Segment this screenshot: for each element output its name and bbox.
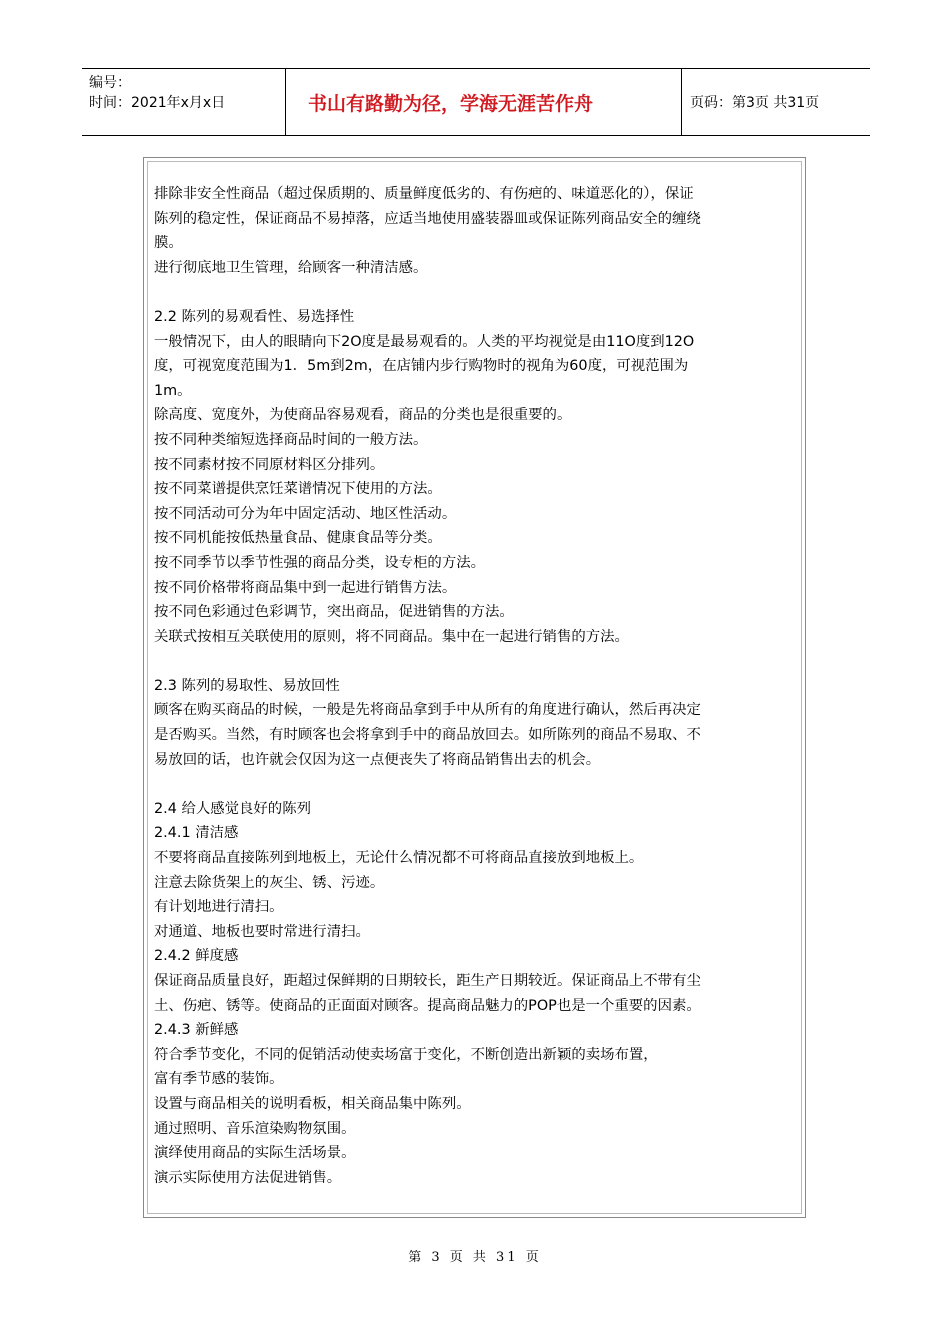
text-line: 度，可视宽度范围为1．5m到2m，在店铺内步行购物时的视角为60度，可视范围为 [154,358,689,375]
text-line: 一般情况下，由人的眼睛向下2O度是最易观看的。人类的平均视觉是由11O度到12O [154,333,695,350]
paragraph-spacer [154,772,798,797]
text-line: 顾客在购买商品的时候，一般是先将商品拿到手中从所有的角度进行确认，然后再决定 [154,702,701,719]
paragraph-spacer [154,649,798,674]
text-line: 2.4 给人感觉良好的陈列 [154,800,311,817]
text-line: 陈列的稳定性，保证商品不易掉落，应适当地使用盛装器皿或保证陈列商品安全的缠绕 [154,210,701,227]
text-line: 排除非安全性商品（超过保质期的、质量鲜度低劣的、有伤疤的、味道恶化的），保证 [154,186,694,202]
text-line: 按不同种类缩短选择商品时间的一般方法。 [154,431,428,448]
content-box [143,157,806,1218]
footer-page-number: 第 3 页 共 31 页 [408,1250,542,1265]
text-line: 按不同季节以季节性强的商品分类，设专柜的方法。 [154,554,485,571]
paragraph-spacer [154,280,798,305]
text-line: 土、伤疤、锈等。使商品的正面面对顾客。提高商品魅力的POP也是一个重要的因素。 [154,997,701,1014]
text-line: 演绎使用商品的实际生活场景。 [154,1145,356,1162]
text-line: 通过照明、音乐渲染购物氛围。 [154,1120,356,1137]
motto-text: 书山有路勤为径，学海无涯苦作舟 [308,92,594,115]
header-motto [286,69,682,135]
header-meta [82,69,286,135]
text-line: 2.4.3 新鲜感 [154,1022,239,1039]
text-line: 注意去除货架上的灰尘、锈、污迹。 [154,874,385,891]
page-header [82,68,870,136]
text-line: 设置与商品相关的说明看板，相关商品集中陈列。 [154,1095,471,1112]
text-line: 2.3 陈列的易取性、易放回性 [154,677,340,694]
text-line: 2.2 陈列的易观看性、易选择性 [154,308,355,325]
text-line: 易放回的话，也许就会仅因为这一点便丧失了将商品销售出去的机会。 [154,751,601,768]
text-line: 符合季节变化，不同的促销活动使卖场富于变化，不断创造出新颖的卖场布置， [154,1046,658,1063]
text-line: 富有季节感的装饰。 [154,1071,284,1088]
text-line: 是否购买。当然，有时顾客也会将拿到手中的商品放回去。如所陈列的商品不易取、不 [154,727,701,744]
text-line: 按不同菜谱提供烹饪菜谱情况下使用的方法。 [154,481,442,498]
text-line: 按不同素材按不同原材料区分排列。 [154,456,385,473]
text-line: 除高度、宽度外，为使商品容易观看，商品的分类也是很重要的。 [154,407,572,424]
document-body [154,182,798,1190]
page-footer [0,1246,950,1265]
text-line: 有计划地进行清扫。 [154,899,284,916]
text-line: 保证商品质量良好，距超过保鲜期的日期较长，距生产日期较近。保证商品上不带有尘 [154,973,701,989]
text-line: 2.4.1 清洁感 [154,825,239,842]
header-page-info [682,69,870,135]
page-info-text: 页码：第3页 共31页 [690,95,820,111]
text-line: 膜。 [154,235,183,252]
text-line: 不要将商品直接陈列到地板上，无论什么情况都不可将商品直接放到地板上。 [154,850,644,867]
text-line: 2.4.2 鲜度感 [154,948,239,965]
text-line: 按不同活动可分为年中固定活动、地区性活动。 [154,505,457,522]
text-line: 对通道、地板也要时常进行清扫。 [154,923,370,940]
text-line: 按不同色彩通过色彩调节，突出商品，促进销售的方法。 [154,604,514,621]
code-label: 编号： [89,75,131,91]
text-line: 进行彻底地卫生管理，给顾客一种清洁感。 [154,259,428,276]
text-line: 关联式按相互关联使用的原则，将不同商品。集中在一起进行销售的方法。 [154,628,629,645]
text-line: 按不同价格带将商品集中到一起进行销售方法。 [154,579,457,596]
time-label: 时间：2021年x月x日 [89,95,226,111]
text-line: 1m。 [154,382,192,399]
text-line: 演示实际使用方法促进销售。 [154,1169,342,1186]
text-line: 按不同机能按低热量食品、健康食品等分类。 [154,530,442,547]
